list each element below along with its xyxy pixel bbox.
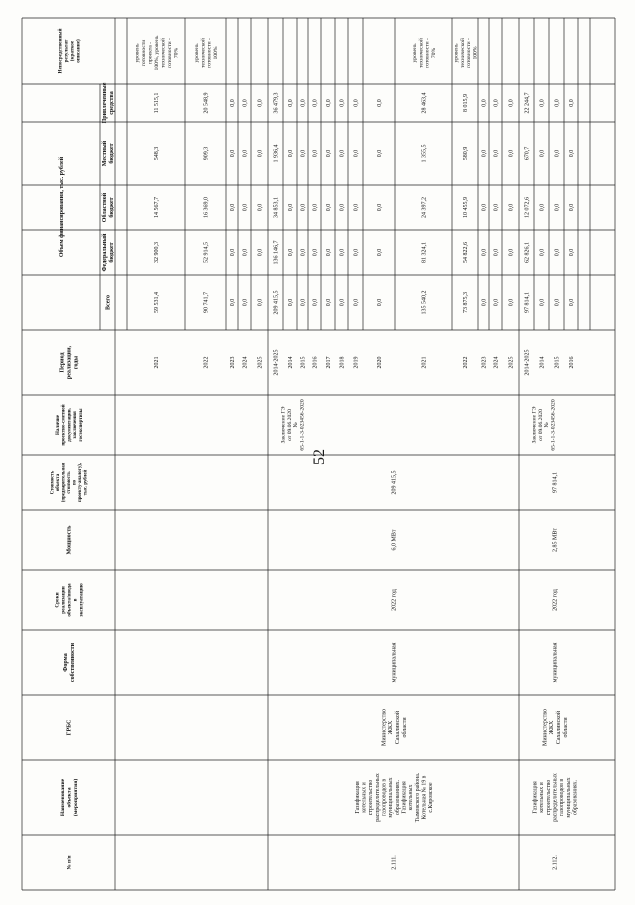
cell-total: 0,0 — [508, 298, 515, 307]
cell-total: 209 415,5 — [273, 290, 280, 315]
cell-regional: 10 455,9 — [463, 197, 470, 218]
header-federal: Федеральныйбюджет — [102, 233, 116, 272]
cell-local: 0,0 — [493, 149, 500, 158]
header-funding-group: Объем финансирования, тыс. рублей — [59, 156, 66, 258]
cell-local: 0,0 — [288, 149, 295, 158]
item-2112-capacity: 2,85 МВт — [552, 528, 559, 552]
header-total: Всего — [105, 295, 112, 310]
cell-regional: 0,0 — [300, 203, 307, 212]
cell-regional: 0,0 — [554, 203, 561, 212]
cell-attracted: 0,0 — [377, 99, 384, 107]
cell-federal: 0,0 — [300, 248, 307, 257]
cell-total: 0,0 — [288, 298, 295, 307]
cell-result: уровеньтехническойготовности -100% — [193, 38, 220, 68]
cell-local: 0,0 — [300, 149, 307, 158]
item-2112-ownership: муниципальная — [552, 642, 559, 683]
cell-period: 2015 — [554, 356, 561, 369]
item-2111-docs: Заключение ГЭот 09.06.2020№65-1-1-3-023456-2020 — [280, 399, 306, 451]
cell-local: 0,0 — [326, 149, 333, 158]
cell-federal: 54 822,6 — [463, 242, 470, 263]
cell-federal: 32 900,3 — [154, 242, 161, 263]
cell-federal: 0,0 — [242, 248, 249, 257]
cell-regional: 0,0 — [339, 203, 346, 212]
table-cells — [51, 29, 579, 870]
cell-local: 0,0 — [481, 149, 488, 158]
item-2112-num: 2.112. — [552, 855, 559, 870]
cell-regional: 0,0 — [481, 203, 488, 212]
cell-regional: 0,0 — [288, 203, 295, 212]
cell-period: 2022 — [203, 356, 210, 369]
cell-local: 0,0 — [257, 149, 264, 158]
header-attracted: Привлеченныесредства — [102, 82, 116, 124]
item-2111-ownership: муниципальная — [391, 642, 398, 683]
page-number: 52 — [311, 449, 328, 465]
cell-attracted: 11 515,1 — [154, 92, 161, 114]
cell-total: 0,0 — [230, 298, 237, 307]
cell-attracted: 0,0 — [312, 99, 319, 107]
item-2111-name: Газификациякотельных истроительствораспределительныхгазопроводов вмуниципальныхобразованиях.ГазификациякотельныхТымовского района.Котельная № 19 вс.Кировское — [354, 772, 435, 823]
cell-result: уровеньготовностипроекта -100%, уровеньтехническойготовности -70% — [134, 35, 180, 71]
cell-attracted: 28 463,4 — [421, 92, 428, 114]
cell-attracted: 20 548,9 — [203, 92, 210, 114]
cell-federal: 0,0 — [377, 248, 384, 257]
cell-period: 2014-2025 — [524, 349, 531, 376]
cell-total: 135 540,2 — [421, 290, 428, 315]
cell-federal: 0,0 — [508, 248, 515, 257]
cell-period: 2018 — [339, 356, 346, 369]
cell-attracted: 22 244,7 — [524, 92, 531, 114]
item-2111-num: 2.111. — [391, 855, 398, 870]
cell-federal: 0,0 — [288, 248, 295, 257]
cell-total: 0,0 — [554, 298, 561, 307]
cell-local: 0,0 — [242, 149, 249, 158]
cell-regional: 0,0 — [493, 203, 500, 212]
cell-local: 0,0 — [569, 149, 576, 158]
cell-federal: 0,0 — [353, 248, 360, 257]
cell-period: 2025 — [257, 356, 264, 369]
cell-local: 1 355,5 — [421, 144, 428, 163]
cell-federal: 0,0 — [481, 248, 488, 257]
cell-regional: 0,0 — [508, 203, 515, 212]
cell-total: 0,0 — [242, 298, 249, 307]
cell-regional: 34 853,1 — [273, 197, 280, 218]
cell-result: уровеньтехническойготовности -70% — [411, 38, 438, 68]
cell-attracted: 8 015,9 — [463, 94, 470, 112]
cell-federal: 0,0 — [569, 248, 576, 257]
cell-period: 2021 — [154, 356, 161, 369]
item-2111-term: 2022 год — [391, 589, 398, 611]
cell-period: 2014-2025 — [273, 349, 280, 376]
cell-attracted: 0,0 — [493, 99, 500, 107]
cell-attracted: 0,0 — [257, 99, 264, 107]
cell-federal: 0,0 — [257, 248, 264, 257]
cell-federal: 0,0 — [493, 248, 500, 257]
cell-period: 2014 — [288, 356, 295, 369]
cell-total: 97 814,1 — [524, 292, 531, 313]
cell-regional: 12 072,6 — [524, 197, 531, 218]
cell-attracted: 0,0 — [554, 99, 561, 107]
cell-local: 909,3 — [203, 146, 210, 161]
cell-attracted: 0,0 — [288, 99, 295, 107]
cell-attracted: 0,0 — [339, 99, 346, 107]
item-2112-term: 2022 год — [552, 589, 559, 611]
cell-local: 0,0 — [339, 149, 346, 158]
cell-regional: 0,0 — [326, 203, 333, 212]
cell-federal: 136 146,7 — [273, 240, 280, 265]
header-cost: Стоимостьобъекта(предварительнаястоимостьпопроекту-аналогу),тыс. рублей — [50, 462, 89, 503]
cell-total: 59 531,4 — [154, 292, 161, 313]
cell-federal: 0,0 — [539, 248, 546, 257]
cell-attracted: 0,0 — [353, 99, 360, 107]
cell-total: 0,0 — [377, 298, 384, 307]
cell-federal: 0,0 — [312, 248, 319, 257]
header-capacity: Мощность — [66, 525, 73, 555]
cell-regional: 0,0 — [569, 203, 576, 212]
cell-regional: 0,0 — [312, 203, 319, 212]
cell-regional: 0,0 — [539, 203, 546, 212]
cell-local: 0,0 — [554, 149, 561, 158]
header-local: Местныйбюджет — [102, 140, 116, 167]
cell-local: 0,0 — [377, 149, 384, 158]
cell-attracted: 0,0 — [481, 99, 488, 107]
header-docs: Наличиепроектно-сметнойдокументации,заключениягосэкспертизы — [55, 404, 84, 446]
cell-local: 548,3 — [154, 146, 161, 161]
cell-total: 90 741,7 — [203, 292, 210, 313]
cell-local: 670,7 — [524, 146, 531, 161]
cell-result: уровеньтехническойготовности -100% — [453, 38, 479, 68]
cell-total: 0,0 — [539, 298, 546, 307]
cell-attracted: 0,0 — [539, 99, 546, 107]
cell-attracted: 36 479,3 — [273, 92, 280, 114]
cell-federal: 81 324,1 — [421, 242, 428, 263]
cell-period: 2020 — [377, 356, 384, 369]
cell-total: 73 875,3 — [463, 292, 470, 313]
cell-regional: 0,0 — [230, 203, 237, 212]
cell-attracted: 0,0 — [242, 99, 249, 107]
cell-period: 2019 — [353, 356, 360, 369]
cell-local: 1 936,4 — [273, 144, 280, 163]
header-name: Наименованиеобъекта(мероприятия) — [60, 778, 79, 817]
cell-regional: 0,0 — [242, 203, 249, 212]
header-num: № п/п — [66, 855, 73, 870]
cell-federal: 0,0 — [554, 248, 561, 257]
cell-period: 2024 — [242, 356, 249, 369]
item-2112-docs: Заключение ГЭот 09.06.2020№65-1-1-3-023456-2020 — [531, 399, 557, 451]
cell-local: 0,0 — [353, 149, 360, 158]
header-result: Непосредственныйрезультат(краткоеописание) — [57, 28, 82, 74]
cell-total: 0,0 — [353, 298, 360, 307]
header-regional: Областнойбюджет — [102, 192, 116, 223]
cell-attracted: 0,0 — [326, 99, 333, 107]
cell-regional: 0,0 — [377, 203, 384, 212]
cell-period: 2024 — [493, 356, 500, 369]
cell-period: 2023 — [481, 356, 488, 369]
item-2112-grbs: МинистерствоЖКХСахалинскойобласти — [542, 709, 569, 746]
cell-local: 0,0 — [508, 149, 515, 158]
cell-period: 2021 — [421, 356, 428, 369]
cell-federal: 0,0 — [339, 248, 346, 257]
cell-federal: 62 826,1 — [524, 242, 531, 263]
cell-period: 2022 — [463, 356, 470, 369]
cell-regional: 16 369,0 — [203, 197, 210, 218]
cell-attracted: 0,0 — [569, 99, 576, 107]
cell-attracted: 0,0 — [300, 99, 307, 107]
cell-federal: 0,0 — [326, 248, 333, 257]
cell-regional: 24 397,2 — [421, 197, 428, 218]
cell-local: 580,9 — [463, 146, 470, 161]
header-ownership: Формасобственности — [63, 642, 77, 683]
cell-total: 0,0 — [257, 298, 264, 307]
cell-local: 0,0 — [230, 149, 237, 158]
cell-period: 2017 — [326, 356, 333, 369]
cell-local: 0,0 — [539, 149, 546, 158]
item-2111-cost: 209 415,5 — [391, 470, 398, 495]
cell-period: 2016 — [569, 356, 576, 369]
item-2111-grbs: МинистерствоЖКХСахалинскойобласти — [381, 709, 408, 746]
cell-total: 0,0 — [481, 298, 488, 307]
cell-regional: 0,0 — [353, 203, 360, 212]
cell-total: 0,0 — [300, 298, 307, 307]
cell-total: 0,0 — [493, 298, 500, 307]
cell-federal: 52 914,5 — [203, 242, 210, 263]
cell-period: 2025 — [508, 356, 515, 369]
cell-regional: 0,0 — [257, 203, 264, 212]
cell-total: 0,0 — [339, 298, 346, 307]
cell-period: 2023 — [230, 356, 237, 369]
cell-regional: 14 567,7 — [154, 197, 161, 218]
cell-total: 0,0 — [326, 298, 333, 307]
item-2112-name: Газификациякотельных истроительствораспределительныхгазопроводов вмуниципальныхобразованиях. — [532, 773, 579, 822]
header-grbs: ГРБС — [66, 719, 73, 736]
cell-total: 0,0 — [312, 298, 319, 307]
header-period: Периодреализации,годы — [59, 345, 80, 380]
cell-attracted: 0,0 — [230, 99, 237, 107]
cell-period: 2015 — [300, 356, 307, 369]
header-term: Срокиреализацииобъекта/вводавэксплуатацию — [54, 583, 85, 617]
item-2111-capacity: 6,0 МВт — [391, 529, 398, 551]
cell-attracted: 0,0 — [508, 99, 515, 107]
cell-federal: 0,0 — [230, 248, 237, 257]
cell-period: 2016 — [312, 356, 319, 369]
cell-local: 0,0 — [312, 149, 319, 158]
item-2112-cost: 97 814,1 — [552, 472, 559, 493]
cell-period: 2014 — [539, 356, 546, 369]
cell-total: 0,0 — [569, 298, 576, 307]
